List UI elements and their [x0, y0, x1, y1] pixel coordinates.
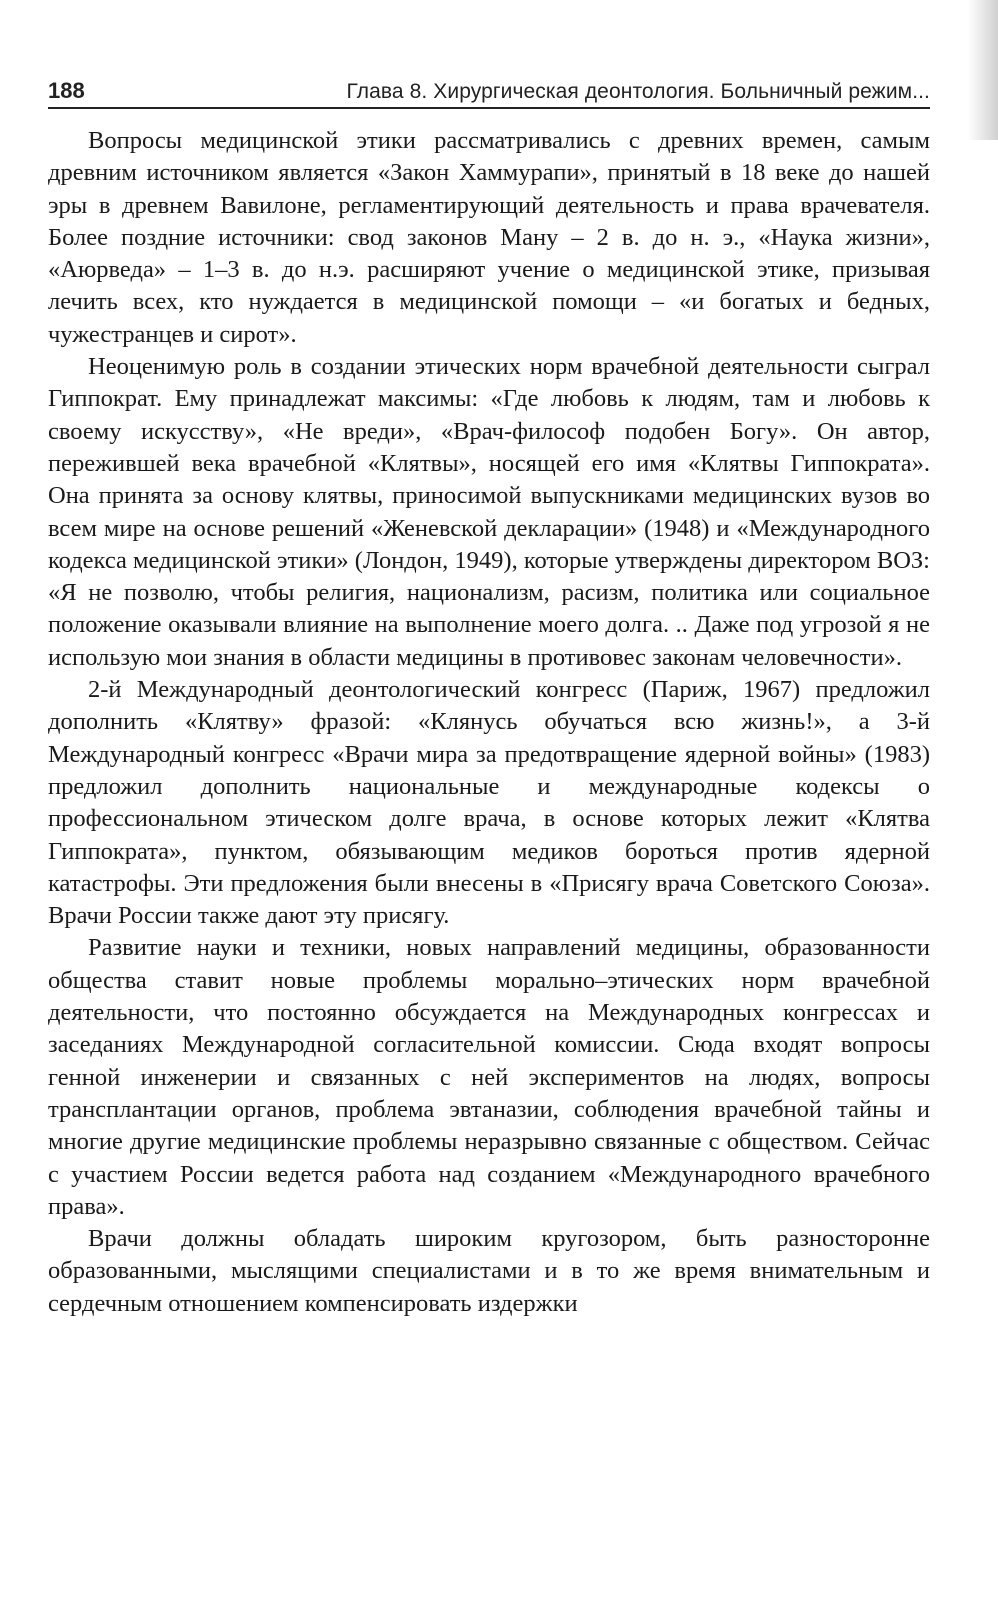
paragraph: Врачи должны обладать широким кругозором, быть разносторонне образованными, мыслящими специалистами и в то же время внимательным и сердечным отношением компенсировать издержки [48, 1225, 930, 1317]
running-header [48, 78, 930, 109]
page-number: 188 [48, 78, 85, 103]
page-edge-shadow [968, 0, 998, 140]
chapter-title: Глава 8. Хирургическая деонтология. Больничный режим... [346, 80, 930, 103]
paragraph: Вопросы медицинской этики рассматривались с древних времен, самым древним источником является «Закон Хаммурапи», принятый в 18 веке до нашей эры в древнем Вавилоне, регламентирующий деятельность и права врачевателя. Более поздние источники: свод законов Ману – 2 в. до н. э., «Наука жизни», «Аюрведа» – 1–3 в. до н.э. расширяют учение о медицинской этике, призывая лечить всех, кто нуждается в медицинской помощи – «и богатых и бедных, чужестранцев и сирот». [48, 127, 930, 348]
paragraph: 2-й Международный деонтологический конгресс (Париж, 1967) предложил дополнить «Клятву» фразой: «Клянусь обучаться всю жизнь!», а 3-й Международный конгресс «Врачи мира за предотвращение ядерной войны» (1983) предложил дополнить национальные и международные кодексы о профессиональном этическом долге врача, в основе которых лежит «Клятва Гиппократа», пунктом, обязывающим медиков бороться против ядерной катастрофы. Эти предложения были внесены в «Присягу врача Советского Союза». Врачи России также дают эту присягу. [48, 676, 930, 930]
book-page [48, 78, 930, 1320]
paragraph: Развитие науки и техники, новых направлений медицины, образованности общества ставит новые проблемы морально–этических норм врачебной деятельности, что постоянно обсуждается на Международных конгрессах и заседаниях Международной согласительной комиссии. Сюда входят вопросы генной инженерии и связанных с ней экспериментов на людях, вопросы трансплантации органов, проблема эвтаназии, соблюдения врачебной тайны и многие другие медицинские проблемы неразрывно связанные с обществом. Сейчас с участием России ведется работа над созданием «Международного врачебного права». [48, 934, 930, 1220]
body-text [48, 125, 930, 1320]
paragraph: Неоценимую роль в создании этических норм врачебной деятельности сыграл Гиппократ. Ему принадлежат максимы: «Где любовь к людям, там и любовь к своему искусству», «Не вреди», «Врач-философ подобен Богу». Он автор, пережившей века врачебной «Клятвы», носящей его имя «Клятвы Гиппократа». Она принята за основу клятвы, приносимой выпускниками медицинских вузов во всем мире на основе решений «Женевской декларации» (1948) и «Международного кодекса медицинской этики» (Лондон, 1949), которые утверждены директором ВОЗ: «Я не позволю, чтобы религия, национализм, расизм, политика или социальное положение оказывали влияние на выполнение моего долга. .. Даже под угрозой я не использую мои знания в области медицины в противовес законам человечности». [48, 353, 930, 671]
